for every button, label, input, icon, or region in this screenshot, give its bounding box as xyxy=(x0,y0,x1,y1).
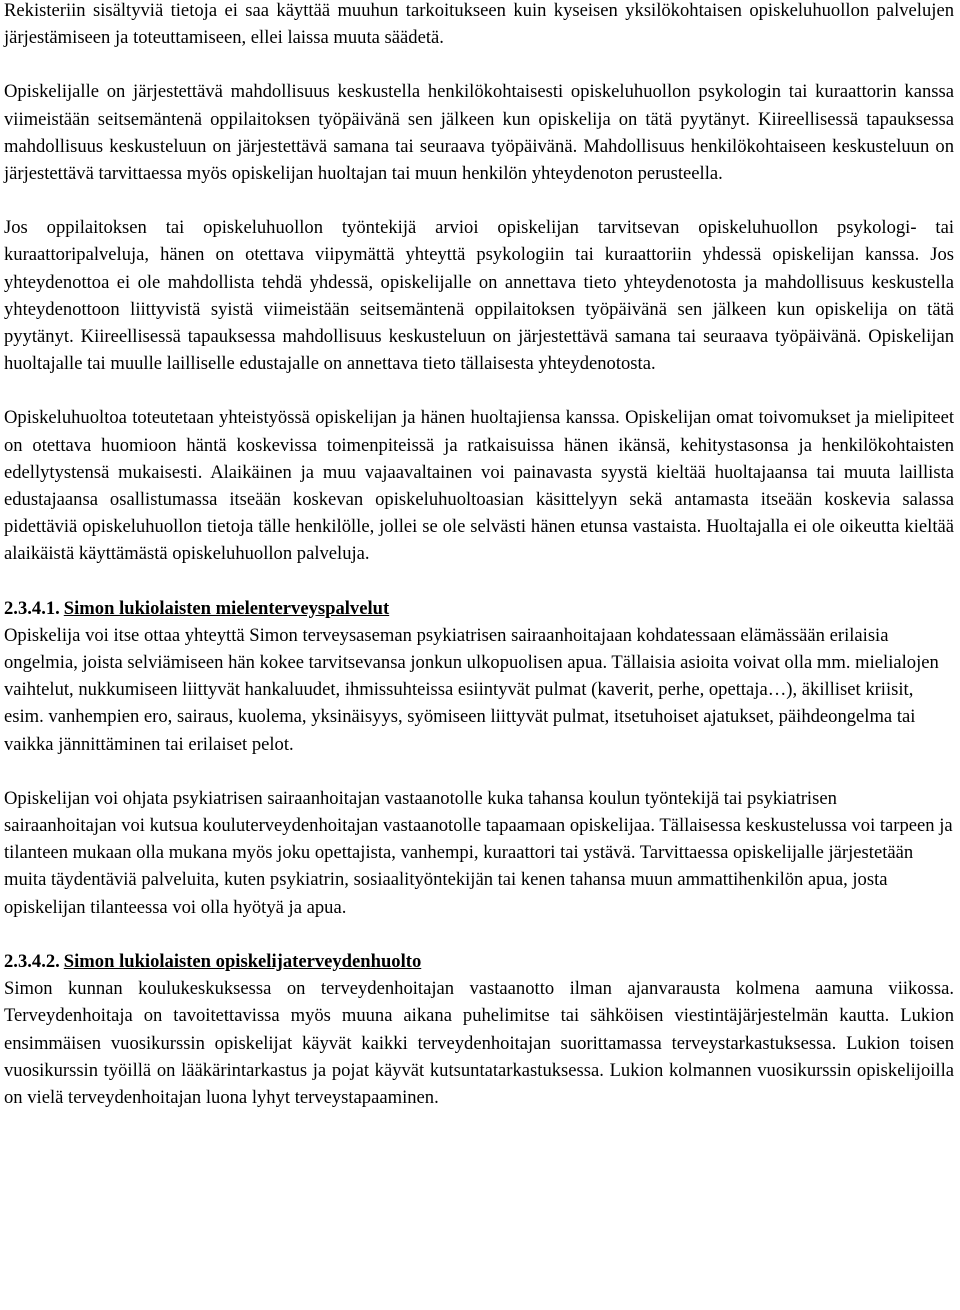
paragraph-cooperation-guardians: Opiskeluhuoltoa toteutetaan yhteistyössä opiskelijan ja hänen huoltajiensa kanssa. Opiskelijan omat toivomukset ja mielipiteet on otettava huomioon häntä koskevissa toimenpiteissä ja ratkaisuissa hänen ikänsä, kehitystasonsa ja henkilökohtaisten edellytystensä mukaisesti. Alaikäinen ja muu vajaavaltainen voi painavasta syystä kieltää huoltajaansa tai muuta laillista edustajaansa osallistumassa itseään koskevan opiskeluhuoltoasian käsittelyyn sekä antamasta itseään koskevia salassa pidettäviä opiskeluhuollon tietoja tälle henkilölle, jollei se ole selvästi hänen etunsa vastaista. Huoltajalla ei ole oikeutta kieltää alaikäistä käyttämästä opiskeluhuollon palveluja. xyxy=(4,407,954,565)
paragraph-nurse-referral: Opiskelijan voi ohjata psykiatrisen sairaanhoitajan vastaanotolle kuka tahansa koulun työntekijä tai psykiatrisen sairaanhoitajan voi kutsua kouluterveydenhoitajan vastaanotolle tapaamaan opiskelijaa. Tällaisessa keskustelussa voi tarpeen ja tilanteen mukaan olla mukana myös joku opettajista, vanhempi, kuraattori tai ystävä. Tarvittaessa opiskelijalle järjestetään muita täydentäviä palveluita, kuten psykiatrin, sosiaalityöntekijän tai kenen tahansa muun ammattihenkilön apua, josta opiskelijan tilanteessa voi olla hyötyä ja apua. xyxy=(4,787,953,918)
section-title: Simon lukiolaisten mielenterveyspalvelut xyxy=(63,597,390,619)
paragraph-staff-referral: Jos oppilaitoksen tai opiskeluhuollon työntekijä arvioi opiskelijan tarvitsevan opiskeluhuollon psykologi- tai kuraattoripalveluja, hänen on otettava viipymättä yhteyttä psykologiin tai kuraattoriin yhdessä opiskelijan kanssa. Jos yhteydenottoa ei ole mahdollista tehdä yhdessä, opiskelijalle on annettava tieto yhteydenotosta ja mahdollisuus keskustella yhteydenottoon liittyvistä syistä viimeistään seitsemäntenä oppilaitoksen työpäivänä sen jälkeen kun opiskelija on tätä pyytänyt. Kiireellisessä tapauksessa mahdollisuus keskusteluun on järjestettävä samana tai seuraava työpäivänä. Opiskelijan huoltajalle tai muulle lailliselle edustajalle on annettava tieto tällaisesta yhteydenotosta. xyxy=(4,217,954,375)
section-heading-mental-health xyxy=(4,595,954,622)
paragraph-register-use: Rekisteriin sisältyviä tietoja ei saa käyttää muuhun tarkoitukseen kuin kyseisen yksilökohtaisen opiskeluhuollon palvelujen järjestämiseen ja toteuttamiseen, ellei laissa muuta säädetä. xyxy=(4,0,954,49)
section-number: 2.3.4.1. xyxy=(4,597,60,619)
section-heading-health-care xyxy=(4,948,954,975)
paragraph-psychiatric-nurse: Opiskelija voi itse ottaa yhteyttä Simon terveysaseman psykiatrisen sairaanhoitajaan kohdatessaan elämässään erilaisia ongelmia, joista selviämiseen hän kokee tarvitsevansa jonkun ulkopuolisen apua. Tällaisia asioita voivat olla mm. mielialojen vaihtelut, nukkumiseen liittyvät hankaluudet, ihmissuhteissa esiintyvät pulmat (kaverit, perhe, opettaja…), äkilliset kriisit, esim. vanhempien ero, sairaus, kuolema, yksinäisyys, syömiseen liittyvät pulmat, itsetuhoiset ajatukset, päihdeongelma tai vaikka jännittäminen tai erilaiset pelot. xyxy=(4,624,939,755)
section-title: Simon lukiolaisten opiskelijaterveydenhuolto xyxy=(63,950,422,972)
section-number: 2.3.4.2. xyxy=(4,950,60,972)
paragraph-health-nurse: Simon kunnan koulukeskuksessa on terveydenhoitajan vastaanotto ilman ajanvarausta kolmena aamuna viikossa. Terveydenhoitaja on tavoitettavissa myös muuna aikana puhelimitse tai sähköisen viestintäjärjestelmän kautta. Lukion ensimmäisen vuosikurssin opiskelijat käyvät kaikki terveydenhoitajan suorittamassa terveystarkastuksessa. Lukion toisen vuosikurssin työillä on lääkärintarkastus ja pojat käyvät kutsuntatarkastuksessa. Lukion kolmannen vuosikurssin opiskelijoilla on vielä terveydenhoitajan luona lyhyt terveystapaaminen. xyxy=(4,978,954,1108)
paragraph-psychologist-meeting: Opiskelijalle on järjestettävä mahdollisuus keskustella henkilökohtaisesti opiskeluhuollon psykologin tai kuraattorin kanssa viimeistään seitsemäntenä oppilaitoksen työpäivänä sen jälkeen kun opiskelija on tätä pyytänyt. Kiireellisessä tapauksessa mahdollisuus keskusteluun on järjestettävä samana tai seuraava työpäivänä. Mahdollisuus henkilökohtaiseen keskusteluun on järjestettävä tarvittaessa myös opiskelijan huoltajan tai muun henkilön yhteydenoton perusteella. xyxy=(4,81,954,185)
